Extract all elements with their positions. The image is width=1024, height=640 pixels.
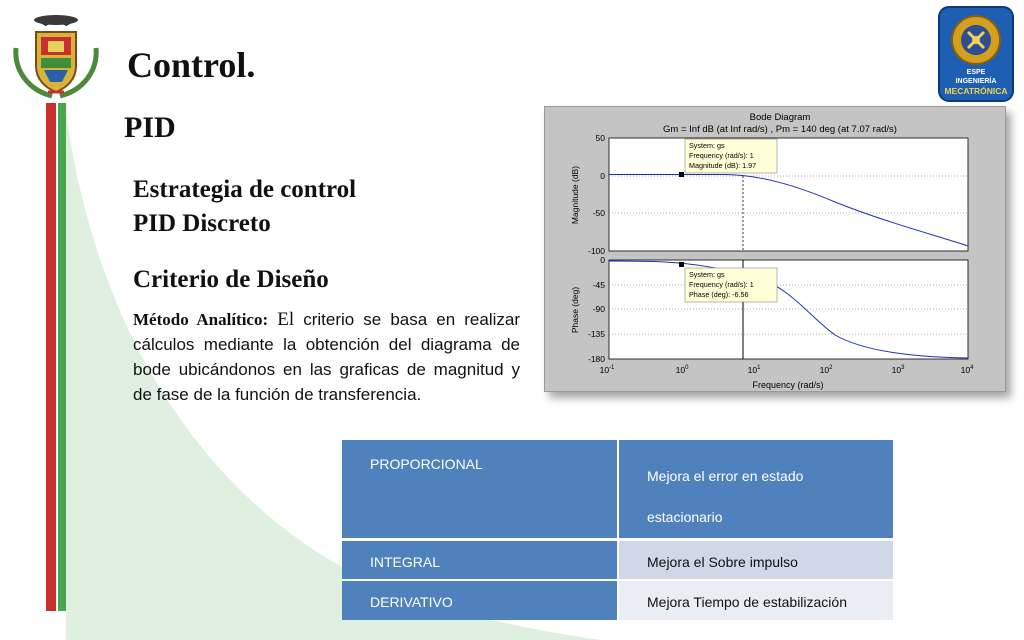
method-paragraph (133, 307, 520, 407)
heading-design-criteria: Criterio de Diseño (133, 266, 329, 293)
slide-title: Control. (127, 45, 256, 85)
crest-logo-icon (8, 8, 104, 100)
logo-text-ingenieria: INGENIERÍA (955, 78, 997, 85)
bode-diagram-figure (544, 106, 1006, 392)
paragraph-body: criterio se basa en realizar cálculos mediante la obtención del diagrama de bode ubicándonos en las graficas de magnitud y de fase de la función de transferencia. (133, 310, 520, 404)
effect-line2: estacionario (647, 509, 723, 525)
magnitude-axes (609, 138, 968, 251)
frequency-xlabel: Frequency (rad/s) (752, 380, 824, 390)
x-tick-2: $10^1$ (747, 365, 761, 375)
phase-marker (679, 262, 684, 267)
bode-margins: Gm = Inf dB (at Inf rad/s) , Pm = 140 deg (at 7.07 rad/s) (663, 124, 897, 135)
phase-ylabel: Phase (deg) (570, 286, 580, 334)
table-row (342, 580, 893, 620)
table-cell-effect: Mejora Tiempo de estabilización (618, 580, 893, 620)
mag-marker (679, 172, 684, 177)
x-axis-ticks (600, 365, 974, 375)
paragraph-lead: Método Analítico: (133, 310, 269, 329)
mag-tip-line2: Frequency (rad/s): 1 (689, 151, 754, 160)
table-cell-name: PROPORCIONAL (342, 440, 618, 540)
slide-subtitle: PID (124, 111, 176, 144)
x-tick-4: $10^3$ (891, 365, 905, 375)
table-cell-effect (618, 440, 893, 540)
phase-tip-line2: Frequency (rad/s): 1 (689, 280, 754, 289)
table-row (342, 540, 893, 580)
logo-text-espe: ESPE (966, 69, 986, 76)
mag-tip-line1: System: gs (689, 141, 725, 150)
table-row (342, 440, 893, 540)
x-tick-5: $10^4$ (960, 365, 974, 375)
phase-tick-minus180: -180 (587, 354, 605, 364)
paragraph-el: El (277, 309, 295, 330)
espe-mecatronica-logo-icon (938, 6, 1014, 102)
magnitude-ylabel: Magnitude (dB) (570, 165, 580, 225)
red-stripe (46, 103, 56, 611)
pid-effects-table (342, 440, 893, 620)
mag-tick-minus100: -100 (587, 246, 605, 256)
effect-line1: Mejora el error en estado (647, 468, 804, 484)
heading-strategy: Estrategia de control (133, 176, 357, 203)
green-stripe (58, 103, 66, 611)
mag-tip-line3: Magnitude (dB): 1.97 (689, 161, 757, 170)
bode-title: Bode Diagram (749, 112, 811, 123)
phase-tip-line1: System: gs (689, 270, 725, 279)
mag-tick-0: 0 (600, 171, 605, 181)
logo-text-mecatronica: MECATRÓNICA (944, 86, 1008, 96)
phase-tick-0: 0 (600, 255, 605, 265)
phase-tip-line3: Phase (deg): -6.56 (689, 290, 749, 299)
mag-tick-minus50: -50 (592, 208, 605, 218)
phase-tick-minus45: -45 (592, 280, 605, 290)
phase-tick-minus135: -135 (587, 329, 605, 339)
x-tick-1: $10^0$ (675, 365, 689, 375)
table-cell-name: INTEGRAL (342, 540, 618, 580)
table-cell-name: DERIVATIVO (342, 580, 618, 620)
table-cell-effect: Mejora el Sobre impulso (618, 540, 893, 580)
phase-axes (609, 260, 968, 359)
mag-tick-50: 50 (595, 133, 605, 143)
phase-tick-minus90: -90 (592, 304, 605, 314)
heading-pid-discrete: PID Discreto (133, 210, 271, 237)
x-tick-3: $10^2$ (819, 365, 833, 375)
x-tick-0: $10^{-1}$ (599, 365, 615, 375)
